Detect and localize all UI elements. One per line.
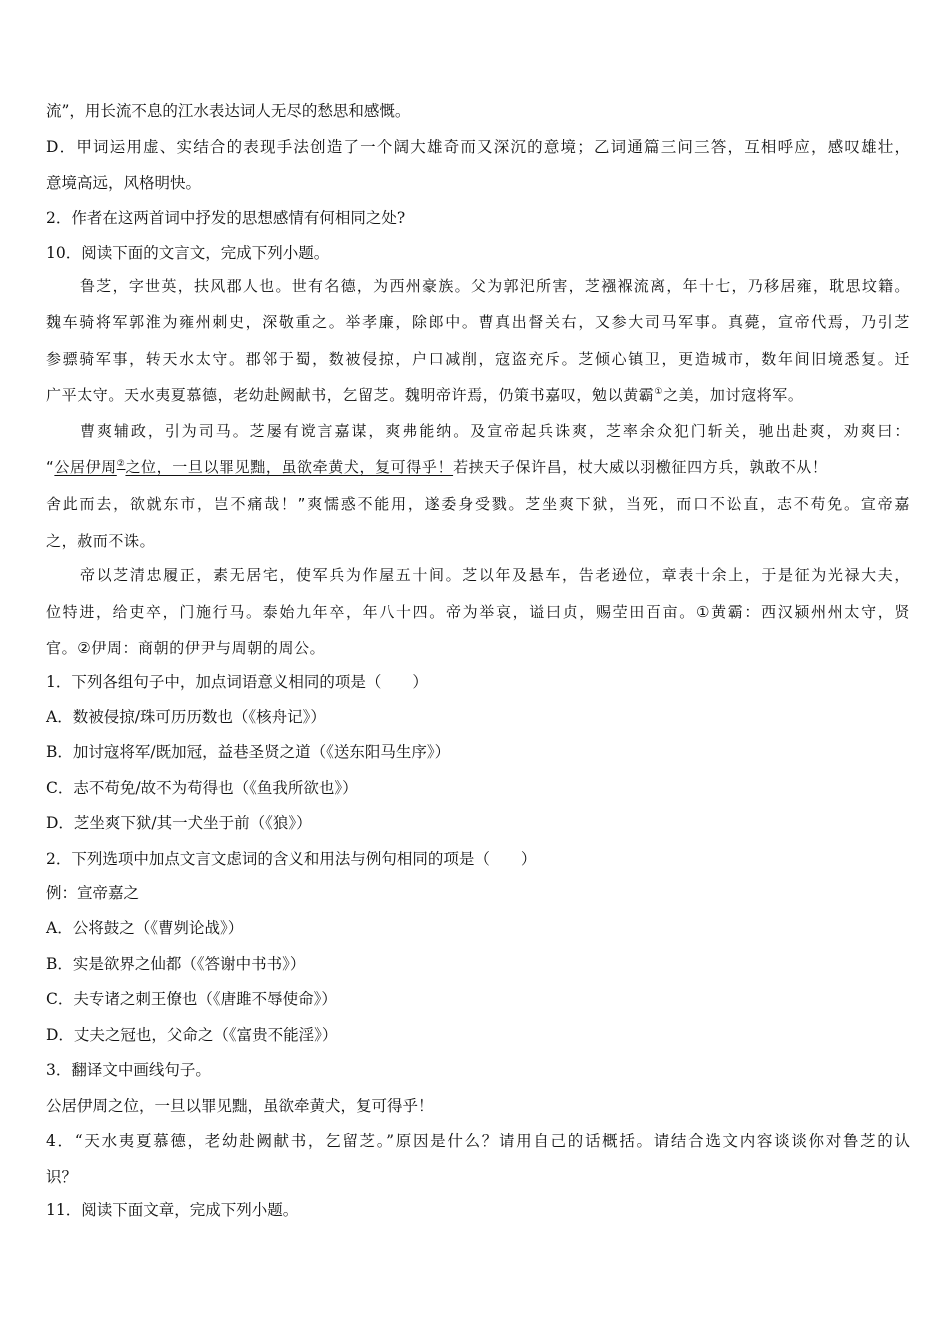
option-d-line-1: D．甲词运用虚、实结合的表现手法创造了一个阔大雄奇而又深沉的意境；乙词通篇三问三答，互相呼应，感叹雄壮， [46,138,910,156]
question-4-line-2: 识？ [46,1168,78,1186]
section-11-heading: 11．阅读下面文章，完成下列小题。 [46,1201,299,1219]
para-1-line-4-text: 广平太守。天水夷夏慕德，老幼赴阙献书，乞留芝。魏明帝许焉，仍策书嘉叹，勉以黄霸 [46,386,655,404]
passage-para-1-line-3: 参骠骑军事，转天水太守。郡邻于蜀，数被侵掠，户口减削，寇盗充斥。芝倾心镇卫，更造城市，数年间旧境悉复。迁 [46,350,910,368]
underlined-sentence-part-1: 公居伊周 [54,458,117,476]
passage-para-2-line-4: 之，赦而不诛。 [46,532,156,550]
passage-para-3-line-3: 官。②伊周：商朝的伊尹与周朝的周公。 [46,639,326,657]
option-c-continuation: 流”，用长流不息的江水表达词人无尽的愁思和感慨。 [46,102,411,120]
underlined-sentence-part-2: 之位，一旦以罪见黜，虽欲牵黄犬，复可得乎！ [125,458,454,476]
passage-para-3-line-1: 帝以芝清忠履正，素无居宅，使军兵为作屋五十间。芝以年及悬车，告老逊位，章表十余上，于是征为光禄大夫， [80,566,910,584]
passage-para-1-line-4 [46,385,910,405]
question-2-option-b: B．实是欲界之仙都（《答谢中书书》） [46,955,306,973]
passage-para-1-line-2: 魏车骑将军郭淮为雍州刺史，深敬重之。举孝廉，除郎中。曹真出督关右，又参大司马军事。真薨，宣帝代焉，乃引芝 [46,313,910,331]
passage-para-2-line-3: 舍此而去，欲就东市，岂不痛哉！”爽懦惑不能用，遂委身受戮。芝坐爽下狱，当死，而口不讼直，志不苟免。宣帝嘉 [46,495,910,513]
section-10-heading: 10．阅读下面的文言文，完成下列小题。 [46,244,330,262]
question-2-option-a: A．公将鼓之（《曹刿论战》） [46,919,244,937]
question-1-option-b: B．加讨寇将军/既加冠，益巷圣贤之道（《送东阳马生序》） [46,743,451,761]
question-3: 3．翻译文中画线句子。 [46,1061,211,1079]
passage-para-1-line-1: 鲁芝，字世英，扶风郡人也。世有名德，为西州豪族。父为郭汜所害，芝襁褓流离，年十七，乃移居雍，耽思坟籍。 [80,277,910,295]
option-d-line-2: 意境高远，风格明快。 [46,174,202,192]
question-2-option-c: C．夫专诸之刺王僚也（《唐雎不辱使命》） [46,990,337,1008]
question-2-example: 例：宣帝嘉之 [46,884,140,902]
question-1-option-c: C．志不苟免/故不为苟得也（《鱼我所欲也》） [46,779,358,797]
passage-para-2-line-2 [46,457,910,477]
passage-para-2-line-1: 曹爽辅政，引为司马。芝屡有谠言嘉谋，爽弗能纳。及宣帝起兵诛爽，芝率余众犯门斩关，驰出赴爽，劝爽曰： [80,422,910,440]
question-1: 1．下列各组句子中，加点词语意义相同的项是（ ） [46,673,428,691]
footnote-marker-1: ① [654,387,664,397]
question-3-sentence: 公居伊周之位，一旦以罪见黜，虽欲牵黄犬，复可得乎！ [46,1097,434,1115]
question-4-line-1: 4．“天水夷夏慕德，老幼赴阙献书，乞留芝。”原因是什么？请用自己的话概括。请结合选文内容谈谈你对鲁芝的认 [46,1132,910,1150]
para-1-line-4-tail: 之美，加讨寇将军。 [663,386,804,404]
footnote-marker-2: ② [116,459,126,469]
question-1-option-d: D．芝坐爽下狱/其一犬坐于前（《狼》） [46,814,312,832]
question-2: 2．下列选项中加点文言文虑词的含义和用法与例句相同的项是（ ） [46,850,537,868]
question-2-poem: 2．作者在这两首词中抒发的思想感情有何相同之处? [46,209,406,227]
question-1-option-a: A．数被侵掠/珠可历历数也（《核舟记》） [46,708,326,726]
para-2-line-2-rest: 若挟天子保许昌，杖大威以羽檄征四方兵，孰敢不从！ [453,458,828,476]
open-quote: “ [46,458,55,476]
question-2-option-d: D．丈夫之冠也，父命之（《富贵不能淫》） [46,1026,338,1044]
passage-para-3-line-2: 位特进，给吏卒，门施行马。泰始九年卒，年八十四。帝为举哀，谥曰贞，赐茔田百亩。①黄霸：西汉颍州州太守，贤 [46,603,910,621]
